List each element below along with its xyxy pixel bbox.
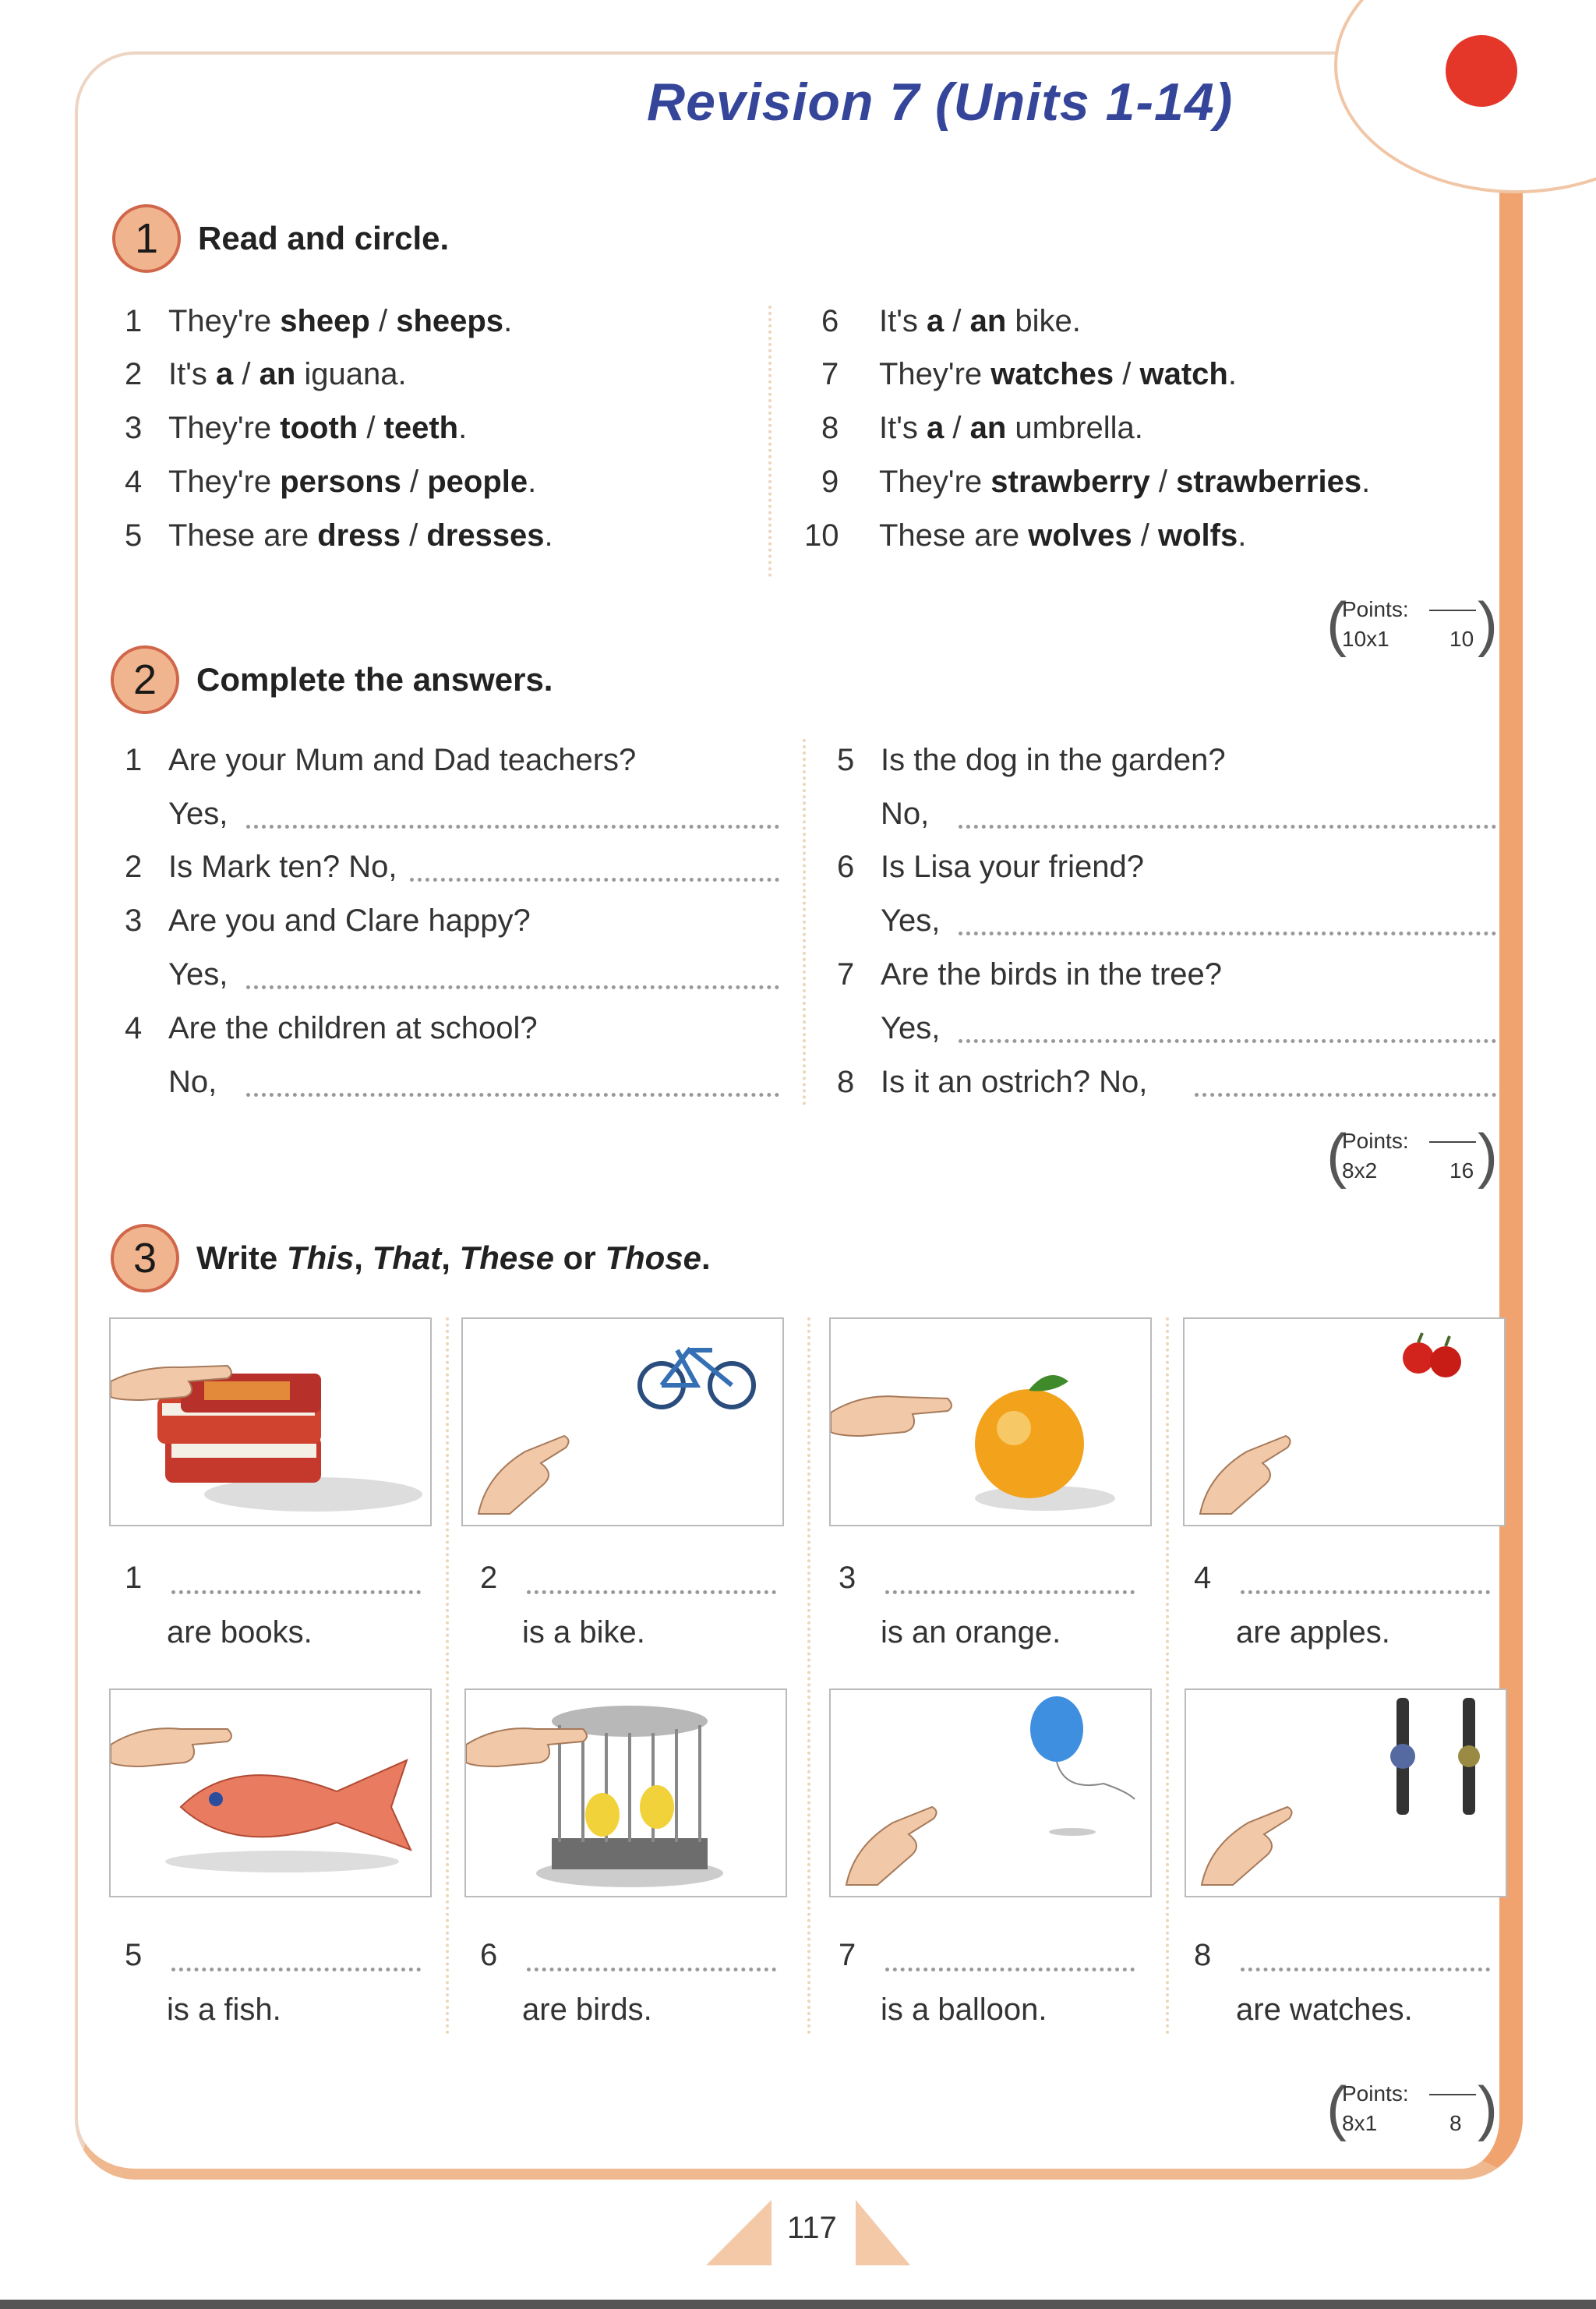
caption-text: are watches. xyxy=(1236,1993,1413,2027)
option-a[interactable]: a xyxy=(926,411,945,445)
option-b[interactable]: wolfs xyxy=(1157,518,1238,553)
circle-item: 1 They're sheep / sheeps. xyxy=(125,304,513,338)
bike-far-icon xyxy=(463,1319,784,1526)
section-2-number: 2 xyxy=(111,645,179,714)
section-3-divider-3 xyxy=(1166,1317,1169,2035)
section-3-title: Write This, That, These or Those. xyxy=(196,1239,711,1276)
question-text: Are your Mum and Dad teachers? xyxy=(168,743,637,777)
caption-number: 8 xyxy=(1194,1938,1212,1972)
item-number: 1 xyxy=(125,304,143,338)
question-text: Is the dog in the garden? xyxy=(881,743,1226,777)
caption-number: 5 xyxy=(125,1938,143,1972)
circle-item: 9 They're strawberry / strawberries. xyxy=(821,465,1371,499)
caption-text: are apples. xyxy=(1236,1615,1390,1650)
answer-line[interactable] xyxy=(1195,1085,1497,1097)
option-b[interactable]: dresses xyxy=(426,518,545,553)
circle-item: 8 It's a / an umbrella. xyxy=(821,411,1143,445)
caption-number: 2 xyxy=(480,1561,498,1595)
picture-watches xyxy=(1185,1688,1507,1897)
item-number: 9 xyxy=(821,465,839,499)
option-a[interactable]: wolves xyxy=(1028,518,1132,553)
option-b[interactable]: an xyxy=(969,304,1007,338)
section-2-divider xyxy=(803,739,806,1105)
option-a[interactable]: dress xyxy=(317,518,401,553)
question-text: Is Lisa your friend? xyxy=(881,850,1144,884)
picture-apples xyxy=(1183,1317,1506,1526)
option-a[interactable]: tooth xyxy=(280,411,358,445)
item-number: 4 xyxy=(125,1011,143,1045)
demonstrative-blank[interactable] xyxy=(885,1960,1135,1971)
item-number: 5 xyxy=(837,743,855,777)
answer-line[interactable] xyxy=(959,817,1496,829)
circle-item: 4 They're persons / people. xyxy=(125,465,537,499)
section-3-divider-2 xyxy=(807,1317,810,2035)
apples-far-icon xyxy=(1185,1319,1506,1526)
section-2-title: Complete the answers. xyxy=(196,661,553,698)
option-a[interactable]: watches xyxy=(990,357,1114,391)
answer-line[interactable] xyxy=(959,1031,1496,1043)
question-text: Are you and Clare happy? xyxy=(168,903,531,938)
option-a[interactable]: sheep xyxy=(280,304,370,338)
answer-line[interactable] xyxy=(246,978,779,989)
picture-bike xyxy=(461,1317,784,1526)
question-text: Is Mark ten? No, xyxy=(168,850,397,884)
question-item xyxy=(837,957,1222,992)
option-a[interactable]: a xyxy=(926,304,945,338)
caption-text: is a balloon. xyxy=(881,1993,1047,2027)
caption-text: is a bike. xyxy=(522,1615,645,1650)
caption-number: 7 xyxy=(839,1938,856,1972)
section-1-title: Read and circle. xyxy=(198,220,450,256)
option-b[interactable]: watch xyxy=(1139,357,1228,391)
caption-number: 1 xyxy=(125,1561,143,1595)
answer-line[interactable] xyxy=(246,1085,779,1097)
answer-prefix: Yes, xyxy=(168,797,228,831)
item-number: 10 xyxy=(804,518,839,553)
section-1-divider xyxy=(768,306,772,577)
section-3-divider-1 xyxy=(446,1317,449,2035)
section-2-points: ( ) Points: 8x2 16 xyxy=(1326,1121,1498,1190)
circle-item: 5 These are dress / dresses. xyxy=(125,518,553,553)
books-pointed-icon xyxy=(111,1319,432,1526)
page-tab-left xyxy=(706,2200,772,2265)
answer-prefix: Yes, xyxy=(881,903,941,938)
page-title: Revision 7 (Units 1-14) xyxy=(647,72,1234,132)
circle-item: 3 They're tooth / teeth. xyxy=(125,411,468,445)
option-a[interactable]: persons xyxy=(280,465,401,499)
item-number: 8 xyxy=(837,1065,855,1099)
circle-item: 6 It's a / an bike. xyxy=(821,304,1081,338)
circle-item: 2 It's a / an iguana. xyxy=(125,357,407,391)
section-3-points: ( ) Points: 8x1 8 xyxy=(1326,2074,1498,2142)
orange-pointed-icon xyxy=(831,1319,1152,1526)
item-number: 2 xyxy=(125,850,143,884)
picture-birds-cage xyxy=(464,1688,787,1897)
item-number: 7 xyxy=(821,357,839,391)
answer-prefix: No, xyxy=(881,797,930,831)
demonstrative-blank[interactable] xyxy=(171,1582,421,1594)
item-number: 5 xyxy=(125,518,143,553)
picture-books xyxy=(109,1317,432,1526)
item-number: 3 xyxy=(125,903,143,938)
section-3-number: 3 xyxy=(111,1224,179,1292)
watches-far-icon xyxy=(1186,1690,1507,1897)
caption-number: 4 xyxy=(1194,1561,1212,1595)
section-1-points: ( ) Points: 10x1 10 xyxy=(1326,589,1498,658)
answer-prefix: Yes, xyxy=(168,957,228,992)
demonstrative-blank[interactable] xyxy=(885,1582,1135,1594)
caption-number: 3 xyxy=(839,1561,856,1595)
corner-dot-icon xyxy=(1446,35,1517,107)
page-tab-right xyxy=(856,2200,910,2265)
balloon-far-icon xyxy=(831,1690,1152,1897)
question-item xyxy=(125,903,531,939)
item-number: 6 xyxy=(837,850,855,884)
question-item xyxy=(837,1065,1147,1100)
question-item xyxy=(125,850,397,885)
item-number: 1 xyxy=(125,743,143,777)
demonstrative-blank[interactable] xyxy=(1241,1960,1490,1971)
question-item xyxy=(837,850,1144,885)
question-text: Are the children at school? xyxy=(168,1011,538,1045)
item-number: 6 xyxy=(821,304,839,338)
answer-line[interactable] xyxy=(410,870,779,882)
demonstrative-blank[interactable] xyxy=(527,1582,776,1594)
demonstrative-blank[interactable] xyxy=(171,1960,421,1971)
caption-text: are birds. xyxy=(522,1993,652,2027)
demonstrative-blank[interactable] xyxy=(527,1960,776,1971)
scan-edge xyxy=(0,2300,1596,2309)
answer-prefix: Yes, xyxy=(881,1011,941,1045)
item-number: 3 xyxy=(125,411,143,445)
picture-fish xyxy=(109,1688,432,1897)
item-number: 4 xyxy=(125,465,143,499)
option-a[interactable]: a xyxy=(215,357,234,391)
caption-text: is an orange. xyxy=(881,1615,1061,1650)
picture-orange xyxy=(829,1317,1152,1526)
option-b[interactable]: teeth xyxy=(383,411,459,445)
option-b[interactable]: people xyxy=(427,465,528,499)
page-number: 117 xyxy=(787,2211,837,2245)
item-number: 7 xyxy=(837,957,855,992)
option-b[interactable]: an xyxy=(969,411,1007,445)
fish-pointed-icon xyxy=(111,1690,432,1897)
answer-prefix: No, xyxy=(168,1065,217,1099)
question-text: Are the birds in the tree? xyxy=(881,957,1223,992)
option-b[interactable]: an xyxy=(259,357,296,391)
caption-number: 6 xyxy=(480,1938,498,1972)
circle-item: 10 These are wolves / wolfs. xyxy=(804,518,1247,553)
question-text: Is it an ostrich? No, xyxy=(881,1065,1148,1099)
item-number: 8 xyxy=(821,411,839,445)
picture-balloon xyxy=(829,1688,1152,1897)
demonstrative-blank[interactable] xyxy=(1241,1582,1490,1594)
caption-text: is a fish. xyxy=(167,1993,281,2027)
option-a[interactable]: strawberry xyxy=(990,465,1150,499)
option-b[interactable]: strawberries xyxy=(1176,465,1362,499)
section-1-number: 1 xyxy=(112,204,181,273)
question-item xyxy=(125,1011,538,1046)
question-item xyxy=(837,743,1226,778)
circle-item: 7 They're watches / watch. xyxy=(821,357,1237,391)
option-b[interactable]: sheeps xyxy=(396,304,504,338)
birds-cage-icon xyxy=(466,1690,787,1897)
question-item xyxy=(125,743,636,778)
item-number: 2 xyxy=(125,357,143,391)
answer-line[interactable] xyxy=(246,817,779,829)
answer-line[interactable] xyxy=(959,924,1496,935)
caption-text: are books. xyxy=(167,1615,312,1650)
